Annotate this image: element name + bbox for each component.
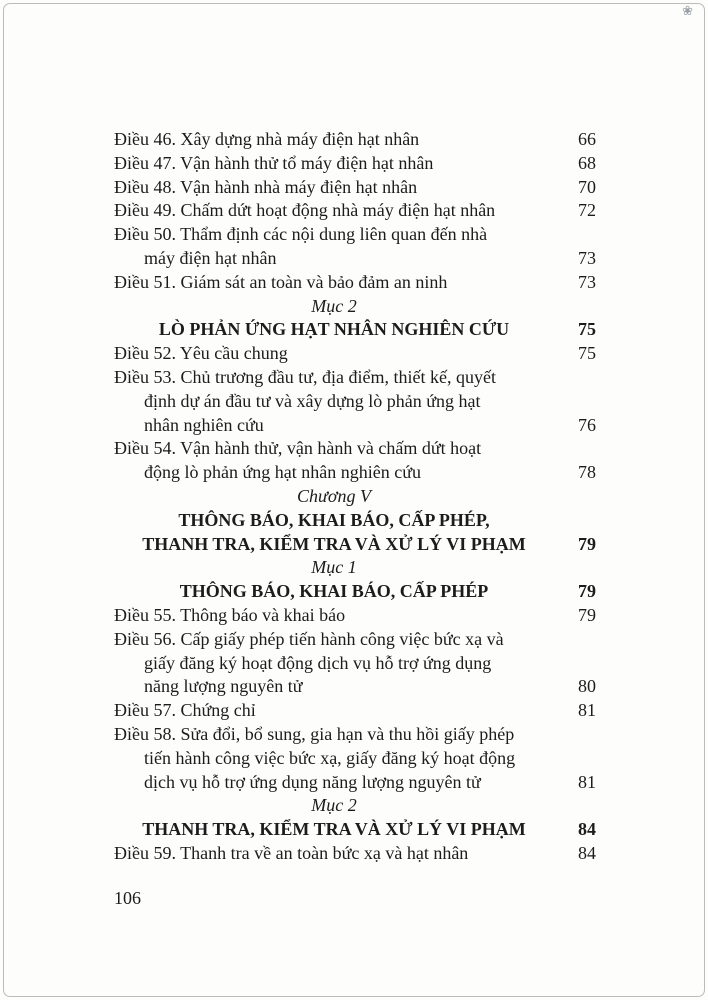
toc-text: Điều 53. Chủ trương đầu tư, địa điểm, thiết kế, quyết	[114, 366, 496, 387]
toc-text: Điều 51. Giám sát an toàn và bảo đảm an ninh	[114, 271, 448, 292]
toc-text: dịch vụ hỗ trợ ứng dụng năng lượng nguyên tử	[144, 771, 481, 792]
toc-entry	[114, 628, 596, 699]
toc-page-number: 68	[578, 152, 596, 173]
toc-entry	[114, 604, 596, 628]
toc-entry	[114, 699, 596, 723]
toc-text: Mục 2	[311, 795, 357, 816]
toc-text: Điều 50. Thẩm định các nội dung liên quan đến nhà	[114, 224, 488, 245]
toc-page-number: 73	[578, 247, 596, 268]
toc-entry	[114, 842, 596, 866]
toc-page-number: 81	[578, 700, 596, 721]
toc-text: THÔNG BÁO, KHAI BÁO, CẤP PHÉP,	[178, 509, 490, 530]
toc-text: Điều 49. Chấm dứt hoạt động nhà máy điện hạt nhân	[114, 200, 496, 221]
footer-page-number: 106	[114, 888, 141, 908]
toc-page-number: 84	[578, 819, 596, 840]
toc-text: tiến hành công việc bức xạ, giấy đăng ký hoạt động	[144, 747, 516, 768]
toc-entry	[114, 176, 596, 200]
toc-section-label	[114, 794, 596, 818]
toc-text: Mục 2	[311, 295, 357, 316]
toc-section-heading	[114, 580, 596, 604]
toc-entry	[114, 342, 596, 366]
toc-text: Điều 52. Yêu cầu chung	[114, 343, 288, 364]
toc-text: Điều 55. Thông báo và khai báo	[114, 604, 346, 625]
toc-text: Điều 57. Chứng chỉ	[114, 700, 256, 721]
toc-section-label	[114, 485, 596, 509]
toc-page-number: 80	[578, 676, 596, 697]
toc-text: giấy đăng ký hoạt động dịch vụ hỗ trợ ứng dụng	[144, 652, 492, 673]
toc-entry	[114, 223, 596, 271]
toc-text: Điều 54. Vận hành thử, vận hành và chấm dứt hoạt	[114, 438, 482, 459]
toc-entry	[114, 199, 596, 223]
flower-icon: ❀	[682, 4, 693, 19]
toc-text: Điều 58. Sửa đổi, bổ sung, gia hạn và thu hồi giấy phép	[114, 723, 515, 744]
toc-text: THANH TRA, KIỂM TRA VÀ XỬ LÝ VI PHẠM	[142, 819, 526, 840]
toc-entry	[114, 271, 596, 295]
toc-entry	[114, 437, 596, 485]
toc-text: Điều 46. Xây dựng nhà máy điện hạt nhân	[114, 129, 420, 149]
toc-page-number: 81	[578, 771, 596, 792]
toc-page-number: 66	[578, 129, 596, 149]
toc-page-number: 78	[578, 462, 596, 483]
toc-page-number: 76	[578, 414, 596, 435]
toc-page-number: 70	[578, 176, 596, 197]
toc-page-number: 84	[578, 842, 596, 863]
toc-text: máy điện hạt nhân	[144, 247, 277, 268]
toc-page-number: 79	[578, 604, 596, 625]
toc-text: THANH TRA, KIỂM TRA VÀ XỬ LÝ VI PHẠM	[142, 533, 526, 554]
toc-text: THÔNG BÁO, KHAI BÁO, CẤP PHÉP	[179, 581, 489, 602]
toc-list	[114, 128, 596, 866]
toc-section-label	[114, 295, 596, 319]
toc-text: Điều 47. Vận hành thử tổ máy điện hạt nhân	[114, 152, 434, 173]
toc-text: Chương V	[297, 485, 371, 506]
toc-section-heading	[114, 318, 596, 342]
toc-entry	[114, 366, 596, 437]
toc-page-number: 79	[578, 533, 596, 554]
toc-entry	[114, 128, 596, 152]
toc-entry	[114, 723, 596, 794]
toc-text: định dự án đầu tư và xây dựng lò phản ứng hạt	[144, 390, 481, 411]
toc-section-heading	[114, 818, 596, 842]
toc-text: Điều 48. Vận hành nhà máy điện hạt nhân	[114, 176, 418, 197]
toc-page-number: 75	[578, 343, 596, 364]
toc-page-number: 79	[578, 581, 596, 602]
toc-text: nhân nghiên cứu	[144, 414, 264, 435]
toc-text: Điều 56. Cấp giấy phép tiến hành công việc bức xạ và	[114, 628, 504, 649]
toc-text: Điều 59. Thanh tra về an toàn bức xạ và hạt nhân	[114, 842, 469, 863]
toc-section-heading	[114, 509, 596, 557]
toc-text: Mục 1	[311, 557, 357, 578]
toc-text: LÒ PHẢN ỨNG HẠT NHÂN NGHIÊN CỨU	[158, 319, 510, 340]
toc-text: năng lượng nguyên tử	[144, 676, 303, 697]
toc-page-number: 72	[578, 200, 596, 221]
toc-entry	[114, 152, 596, 176]
toc-page-number: 75	[578, 319, 596, 340]
toc-section-label	[114, 556, 596, 580]
toc-text: động lò phản ứng hạt nhân nghiên cứu	[144, 462, 421, 483]
toc-page-number: 73	[578, 271, 596, 292]
